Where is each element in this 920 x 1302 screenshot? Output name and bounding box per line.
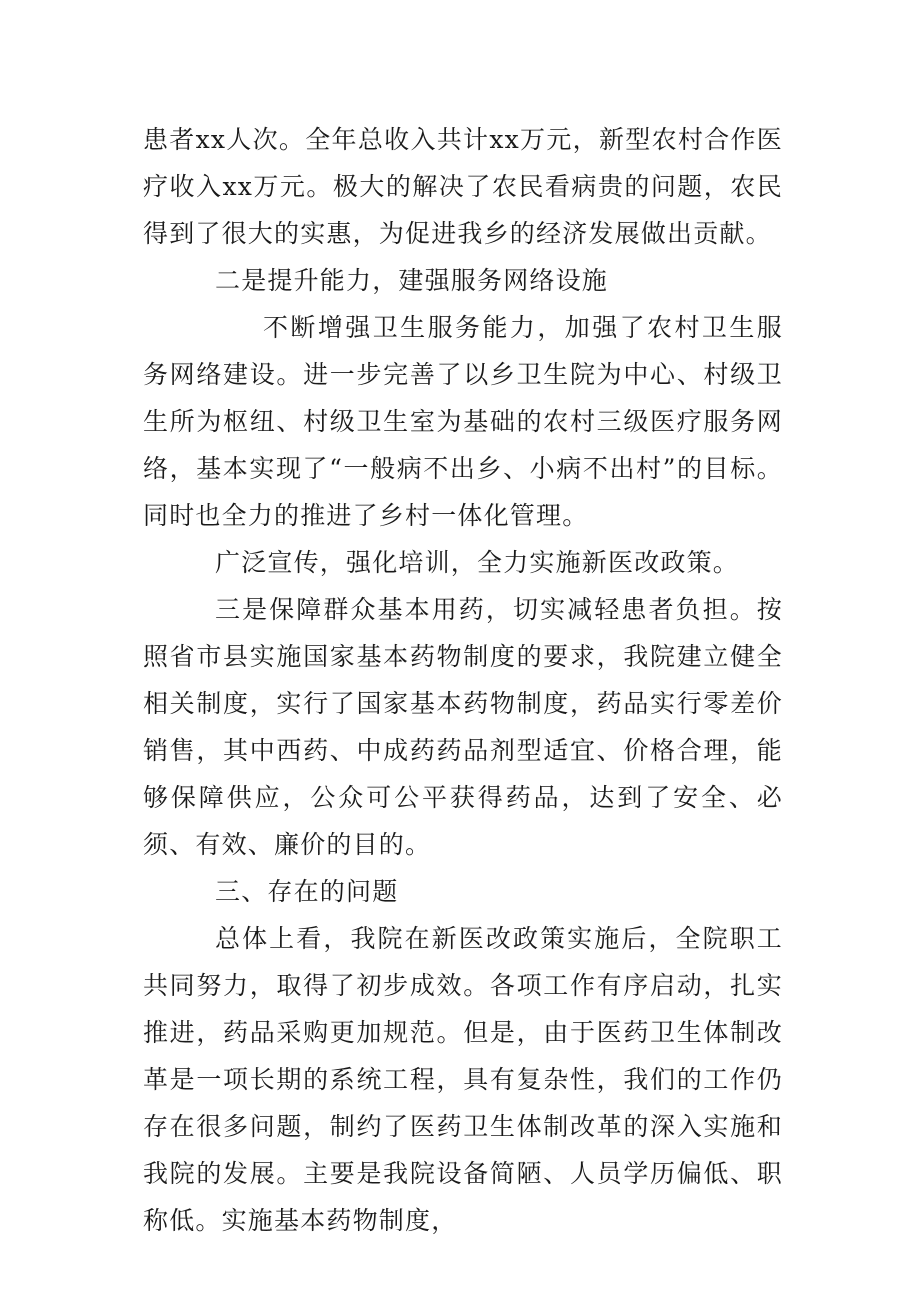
paragraph-publicity-training: 广泛宣传，强化培训，全力实施新医改政策。: [215, 548, 740, 577]
paragraph-income-summary: 患者xx人次。全年总收入共计xx万元，新型农村合作医疗收入xx万元。极大的解决了农民看病贵的问题，农民得到了很大的实惠，为促进我乡的经济发展做出贡献。: [143, 125, 783, 248]
paragraph-service-network: 不断增强卫生服务能力，加强了农村卫生服务网络建设。进一步完善了以乡卫生院为中心、村级卫生所为枢纽、村级卫生室为基础的农村三级医疗服务网络，基本实现了“一般病不出乡、小病不出村”的目标。同时也全力的推进了乡村一体化管理。: [143, 313, 783, 530]
heading-improve-capacity: 二是提升能力，建强服务网络设施: [215, 266, 609, 295]
paragraph-essential-medicines: 三是保障群众基本用药，切实减轻患者负担。按照省市县实施国家基本药物制度的要求，我院建立健全相关制度，实行了国家基本药物制度，药品实行零差价销售，其中西药、中成药药品剂型适宜、价格合理，能够保障供应，公众可公平获得药品，达到了安全、必须、有效、廉价的目的。: [143, 595, 783, 859]
document-body: [143, 116, 783, 1244]
paragraph-overall-assessment: 总体上看，我院在新医改政策实施后，全院职工共同努力，取得了初步成效。各项工作有序启动，扎实推进，药品采购更加规范。但是，由于医药卫生体制改革是一项长期的系统工程，具有复杂性，我们的工作仍存在很多问题，制约了医药卫生体制改革的深入实施和我院的发展。主要是我院设备简陋、人员学历偏低、职称低。实施基本药物制度，: [143, 924, 783, 1235]
heading-existing-problems: 三、存在的问题: [215, 877, 399, 906]
